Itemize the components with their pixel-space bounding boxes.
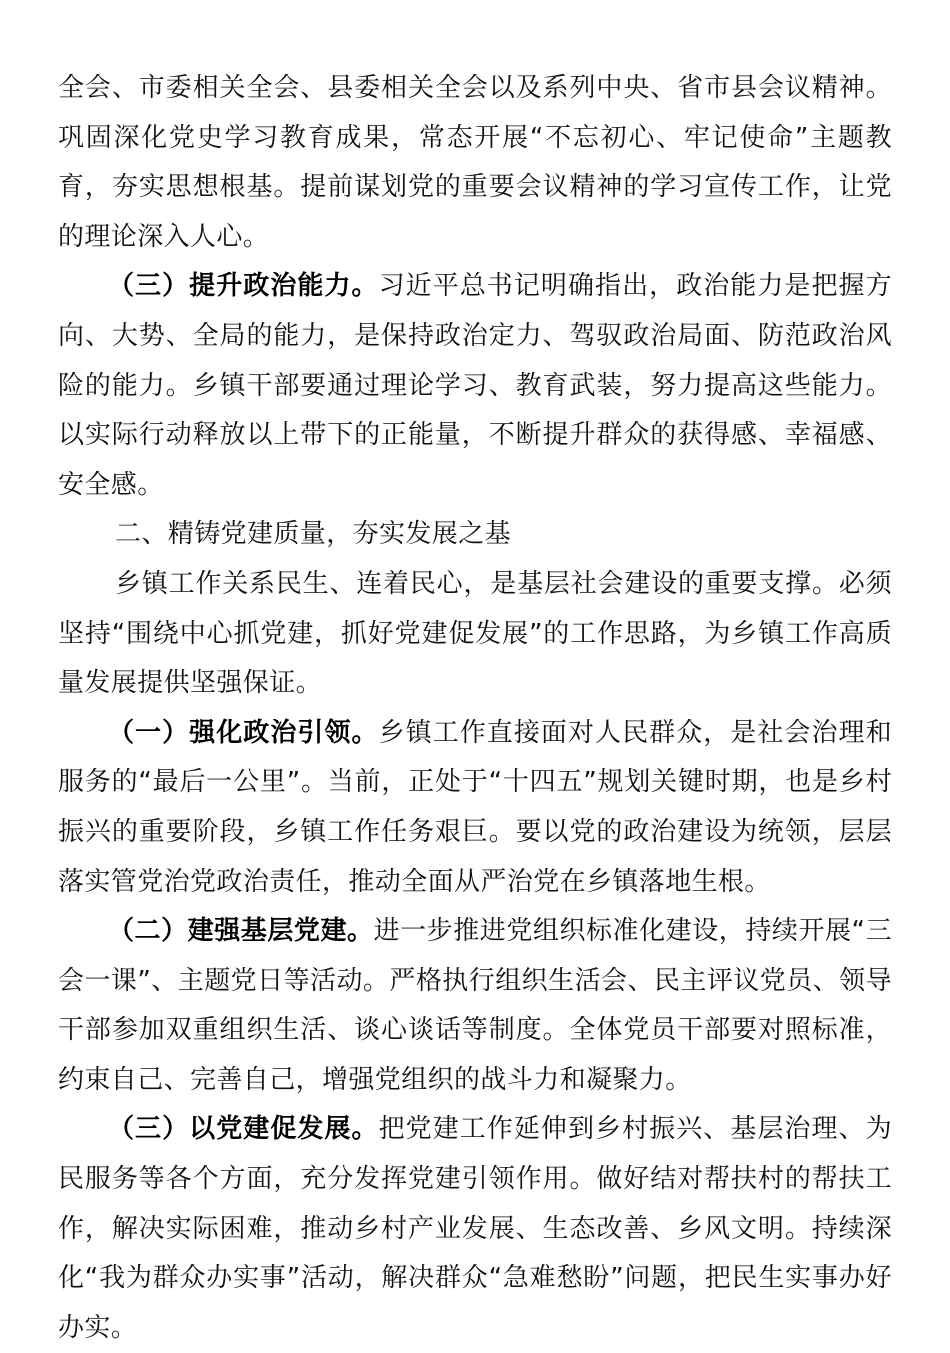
section-heading-2 xyxy=(58,510,892,560)
paragraph-text: 习近平总书记明确指出，政治能力是把握方向、大势、全局的能力，是保持政治定力、驾驭政治局面、防范政治风险的能力。乡镇干部要通过理论学习、教育武装，努力提高这些能力。以实际行动释放以上带下的正能量，不断提升群众的获得感、幸福感、安全感。 xyxy=(58,271,892,500)
section-heading-text: 二、精铸党建质量，夯实发展之基 xyxy=(115,519,512,550)
paragraph-section-2-intro xyxy=(58,560,892,709)
document-page xyxy=(58,64,892,1353)
paragraph-lead: （二）建强基层党建。 xyxy=(108,916,374,947)
paragraph-lead: （三）以党建促发展。 xyxy=(108,1114,379,1145)
paragraph-text: 乡镇工作直接面对人民群众，是社会治理和服务的“最后一公里”。当前，正处于“十四五”规划关键时期，也是乡村振兴的重要阶段，乡镇工作任务艰巨。要以党的政治建设为统领，层层落实管党治党政治责任，推动全面从严治党在乡镇落地生根。 xyxy=(58,717,892,897)
paragraph-party-building-development xyxy=(58,1105,892,1353)
paragraph-text: 乡镇工作关系民生、连着民心，是基层社会建设的重要支撑。必须坚持“围绕中心抓党建，抓好党建促发展”的工作思路，为乡镇工作高质量发展提供坚强保证。 xyxy=(58,568,892,699)
paragraph-text: 进一步推进党组织标准化建设，持续开展“三会一课”、主题党日等活动。严格执行组织生活会、民主评议党员、领导干部参加双重组织生活、谈心谈话等制度。全体党员干部要对照标准，约束自己、完善自己，增强党组织的战斗力和凝聚力。 xyxy=(58,916,892,1095)
paragraph-lead: （三）提升政治能力。 xyxy=(108,271,379,302)
paragraph-lead: （一）强化政治引领。 xyxy=(108,717,379,748)
paragraph-grassroots-party-building xyxy=(58,907,892,1105)
paragraph-continuation xyxy=(58,64,892,262)
paragraph-text: 全会、市委相关全会、县委相关全会以及系列中央、省市县会议精神。巩固深化党史学习教育成果，常态开展“不忘初心、牢记使命”主题教育，夯实思想根基。提前谋划党的重要会议精神的学习宣传工作，让党的理论深入人心。 xyxy=(58,73,892,252)
paragraph-text: 把党建工作延伸到乡村振兴、基层治理、为民服务等各个方面，充分发挥党建引领作用。做好结对帮扶村的帮扶工作，解决实际困难，推动乡村产业发展、生态改善、乡风文明。持续深化“我为群众办实事”活动，解决群众“急难愁盼”问题，把民生实事办好办实。 xyxy=(58,1114,892,1343)
paragraph-political-leadership xyxy=(58,709,892,907)
paragraph-enhance-political-ability xyxy=(58,262,892,510)
